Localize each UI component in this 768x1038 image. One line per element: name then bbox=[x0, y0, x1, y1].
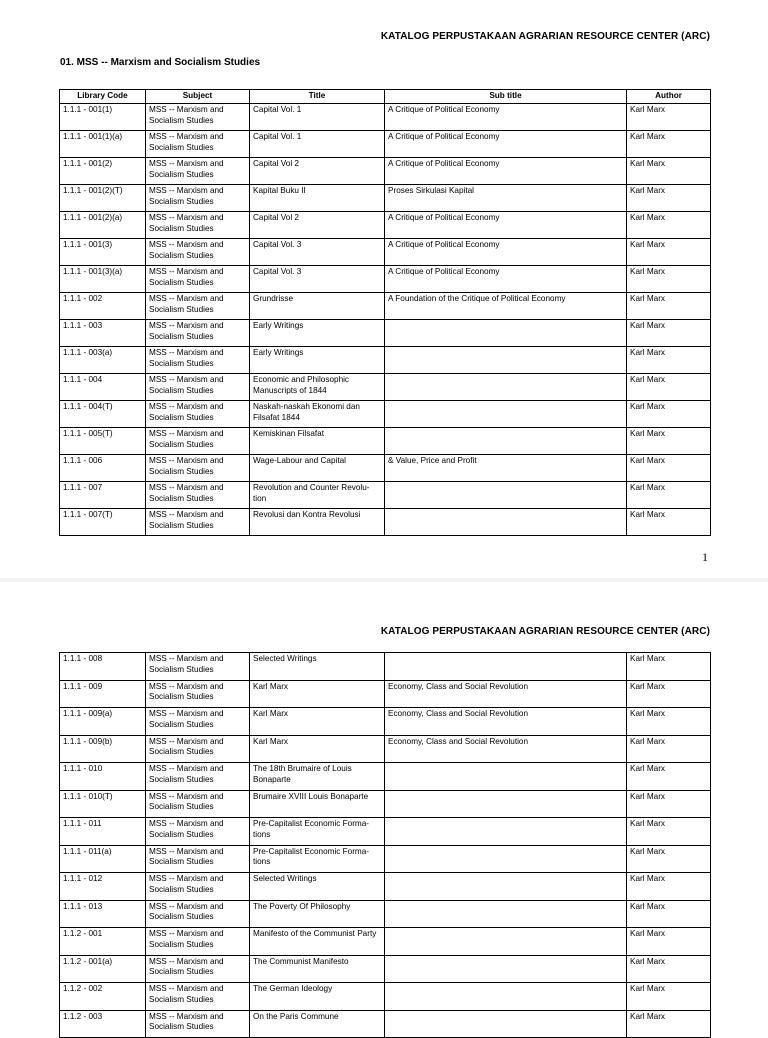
table-row bbox=[60, 983, 711, 1011]
author-cell: Karl Marx bbox=[627, 763, 711, 791]
subject-cell: MSS -- Marxism and Socialism Studies bbox=[146, 928, 250, 956]
title-cell: Capital Vol. 1 bbox=[250, 131, 385, 158]
author-cell: Karl Marx bbox=[627, 320, 711, 347]
author-cell: Karl Marx bbox=[627, 983, 711, 1011]
subtitle-cell: A Critique of Political Economy bbox=[385, 158, 627, 185]
title-cell: Capital Vol. 3 bbox=[250, 266, 385, 293]
author-cell: Karl Marx bbox=[627, 708, 711, 736]
table-row bbox=[60, 266, 711, 293]
catalog-table-page-1 bbox=[59, 89, 711, 536]
subject-cell: MSS -- Marxism and Socialism Studies bbox=[146, 266, 250, 293]
subtitle-cell: A Foundation of the Critique of Political Economy bbox=[385, 293, 627, 320]
subtitle-cell bbox=[385, 401, 627, 428]
subtitle-cell: Economy, Class and Social Revolution bbox=[385, 708, 627, 736]
author-cell: Karl Marx bbox=[627, 955, 711, 983]
title-cell: Karl Marx bbox=[250, 708, 385, 736]
subtitle-cell bbox=[385, 320, 627, 347]
table-row bbox=[60, 735, 711, 763]
subtitle-cell bbox=[385, 818, 627, 846]
library-code-cell: 1.1.2 - 001 bbox=[60, 928, 146, 956]
title-cell: Kapital Buku II bbox=[250, 185, 385, 212]
table-row bbox=[60, 104, 711, 131]
subject-cell: MSS -- Marxism and Socialism Studies bbox=[146, 212, 250, 239]
subject-cell: MSS -- Marxism and Socialism Studies bbox=[146, 104, 250, 131]
subject-cell: MSS -- Marxism and Socialism Studies bbox=[146, 790, 250, 818]
table-row bbox=[60, 763, 711, 791]
title-cell: Capital Vol 2 bbox=[250, 212, 385, 239]
title-cell: Brumaire XVIII Louis Bonaparte bbox=[250, 790, 385, 818]
library-code-cell: 1.1.1 - 011 bbox=[60, 818, 146, 846]
author-cell: Karl Marx bbox=[627, 1010, 711, 1038]
library-code-cell: 1.1.1 - 007 bbox=[60, 482, 146, 509]
subtitle-cell bbox=[385, 790, 627, 818]
library-code-cell: 1.1.1 - 001(1)(a) bbox=[60, 131, 146, 158]
title-cell: Capital Vol 2 bbox=[250, 158, 385, 185]
subtitle-cell: Economy, Class and Social Revolution bbox=[385, 735, 627, 763]
table-row bbox=[60, 509, 711, 536]
title-cell: Revolution and Counter Revolu-tion bbox=[250, 482, 385, 509]
title-cell: Kemiskinan Filsafat bbox=[250, 428, 385, 455]
table-row bbox=[60, 293, 711, 320]
subject-cell: MSS -- Marxism and Socialism Studies bbox=[146, 185, 250, 212]
column-header-subject: Subject bbox=[146, 90, 250, 104]
title-cell: The German Ideology bbox=[250, 983, 385, 1011]
library-code-cell: 1.1.1 - 011(a) bbox=[60, 845, 146, 873]
subject-cell: MSS -- Marxism and Socialism Studies bbox=[146, 873, 250, 901]
table-row bbox=[60, 158, 711, 185]
subtitle-cell: A Critique of Political Economy bbox=[385, 104, 627, 131]
author-cell: Karl Marx bbox=[627, 653, 711, 681]
subject-cell: MSS -- Marxism and Socialism Studies bbox=[146, 818, 250, 846]
author-cell: Karl Marx bbox=[627, 428, 711, 455]
catalog-table-page-2 bbox=[59, 652, 711, 1038]
author-cell: Karl Marx bbox=[627, 873, 711, 901]
table-row bbox=[60, 428, 711, 455]
library-code-cell: 1.1.1 - 010 bbox=[60, 763, 146, 791]
subject-cell: MSS -- Marxism and Socialism Studies bbox=[146, 1010, 250, 1038]
section-title: 01. MSS -- Marxism and Socialism Studies bbox=[60, 57, 261, 68]
table-row bbox=[60, 845, 711, 873]
author-cell: Karl Marx bbox=[627, 928, 711, 956]
subtitle-cell bbox=[385, 955, 627, 983]
table-row bbox=[60, 482, 711, 509]
table-row bbox=[60, 873, 711, 901]
title-cell: Manifesto of the Communist Party bbox=[250, 928, 385, 956]
table-body bbox=[60, 104, 711, 536]
subtitle-cell: A Critique of Political Economy bbox=[385, 131, 627, 158]
author-cell: Karl Marx bbox=[627, 374, 711, 401]
catalog-header: KATALOG PERPUSTAKAAN AGRARIAN RESOURCE CENTER (ARC) bbox=[380, 626, 710, 637]
page-number: 1 bbox=[702, 550, 708, 564]
title-cell: Pre-Capitalist Economic Forma-tions bbox=[250, 845, 385, 873]
subtitle-cell bbox=[385, 900, 627, 928]
author-cell: Karl Marx bbox=[627, 482, 711, 509]
author-cell: Karl Marx bbox=[627, 401, 711, 428]
library-code-cell: 1.1.1 - 001(1) bbox=[60, 104, 146, 131]
subtitle-cell: Proses Sirkulasi Kapital bbox=[385, 185, 627, 212]
subtitle-cell bbox=[385, 482, 627, 509]
subject-cell: MSS -- Marxism and Socialism Studies bbox=[146, 680, 250, 708]
subject-cell: MSS -- Marxism and Socialism Studies bbox=[146, 708, 250, 736]
title-cell: Karl Marx bbox=[250, 680, 385, 708]
library-code-cell: 1.1.1 - 013 bbox=[60, 900, 146, 928]
library-code-cell: 1.1.1 - 001(3)(a) bbox=[60, 266, 146, 293]
table-body bbox=[60, 653, 711, 1038]
subject-cell: MSS -- Marxism and Socialism Studies bbox=[146, 653, 250, 681]
subject-cell: MSS -- Marxism and Socialism Studies bbox=[146, 763, 250, 791]
title-cell: Selected Writings bbox=[250, 873, 385, 901]
author-cell: Karl Marx bbox=[627, 509, 711, 536]
library-code-cell: 1.1.1 - 009(a) bbox=[60, 708, 146, 736]
author-cell: Karl Marx bbox=[627, 158, 711, 185]
subject-cell: MSS -- Marxism and Socialism Studies bbox=[146, 158, 250, 185]
subtitle-cell: A Critique of Political Economy bbox=[385, 266, 627, 293]
table-row bbox=[60, 455, 711, 482]
author-cell: Karl Marx bbox=[627, 900, 711, 928]
column-header-library-code: Library Code bbox=[60, 90, 146, 104]
subject-cell: MSS -- Marxism and Socialism Studies bbox=[146, 455, 250, 482]
table-row bbox=[60, 320, 711, 347]
table-row bbox=[60, 212, 711, 239]
library-code-cell: 1.1.2 - 001(a) bbox=[60, 955, 146, 983]
column-header-subtitle: Sub title bbox=[385, 90, 627, 104]
subtitle-cell: & Value, Price and Profit bbox=[385, 455, 627, 482]
title-cell: The Poverty Of Philosophy bbox=[250, 900, 385, 928]
library-code-cell: 1.1.1 - 004 bbox=[60, 374, 146, 401]
catalog-header: KATALOG PERPUSTAKAAN AGRARIAN RESOURCE CENTER (ARC) bbox=[380, 31, 710, 42]
catalog-page-2 bbox=[0, 580, 768, 1031]
author-cell: Karl Marx bbox=[627, 735, 711, 763]
subtitle-cell: A Critique of Political Economy bbox=[385, 239, 627, 266]
subtitle-cell bbox=[385, 653, 627, 681]
title-cell: Wage-Labour and Capital bbox=[250, 455, 385, 482]
library-code-cell: 1.1.2 - 002 bbox=[60, 983, 146, 1011]
table-row bbox=[60, 955, 711, 983]
title-cell: Naskah-naskah Ekonomi dan Filsafat 1844 bbox=[250, 401, 385, 428]
table-row bbox=[60, 401, 711, 428]
library-code-cell: 1.1.1 - 009(b) bbox=[60, 735, 146, 763]
table-row bbox=[60, 185, 711, 212]
library-code-cell: 1.1.1 - 002 bbox=[60, 293, 146, 320]
subject-cell: MSS -- Marxism and Socialism Studies bbox=[146, 131, 250, 158]
title-cell: Grundrisse bbox=[250, 293, 385, 320]
title-cell: Revolusi dan Kontra Revolusi bbox=[250, 509, 385, 536]
subtitle-cell bbox=[385, 347, 627, 374]
title-cell: The Communist Manifesto bbox=[250, 955, 385, 983]
title-cell: Pre-Capitalist Economic Forma-tions bbox=[250, 818, 385, 846]
library-code-cell: 1.1.1 - 001(2)(a) bbox=[60, 212, 146, 239]
table-row bbox=[60, 900, 711, 928]
library-code-cell: 1.1.1 - 003(a) bbox=[60, 347, 146, 374]
library-code-cell: 1.1.1 - 012 bbox=[60, 873, 146, 901]
subject-cell: MSS -- Marxism and Socialism Studies bbox=[146, 900, 250, 928]
subtitle-cell bbox=[385, 763, 627, 791]
table-row bbox=[60, 708, 711, 736]
subject-cell: MSS -- Marxism and Socialism Studies bbox=[146, 239, 250, 266]
library-code-cell: 1.1.1 - 006 bbox=[60, 455, 146, 482]
library-code-cell: 1.1.1 - 005(T) bbox=[60, 428, 146, 455]
table-row bbox=[60, 680, 711, 708]
title-cell: The 18th Brumaire of Louis Bonaparte bbox=[250, 763, 385, 791]
library-code-cell: 1.1.1 - 004(T) bbox=[60, 401, 146, 428]
table-row bbox=[60, 239, 711, 266]
author-cell: Karl Marx bbox=[627, 845, 711, 873]
table-row bbox=[60, 790, 711, 818]
subject-cell: MSS -- Marxism and Socialism Studies bbox=[146, 401, 250, 428]
subject-cell: MSS -- Marxism and Socialism Studies bbox=[146, 293, 250, 320]
subject-cell: MSS -- Marxism and Socialism Studies bbox=[146, 509, 250, 536]
subtitle-cell: A Critique of Political Economy bbox=[385, 212, 627, 239]
author-cell: Karl Marx bbox=[627, 293, 711, 320]
table-row bbox=[60, 928, 711, 956]
subject-cell: MSS -- Marxism and Socialism Studies bbox=[146, 320, 250, 347]
library-code-cell: 1.1.1 - 001(3) bbox=[60, 239, 146, 266]
library-code-cell: 1.1.1 - 010(T) bbox=[60, 790, 146, 818]
library-code-cell: 1.1.1 - 001(2) bbox=[60, 158, 146, 185]
author-cell: Karl Marx bbox=[627, 790, 711, 818]
library-code-cell: 1.1.1 - 008 bbox=[60, 653, 146, 681]
subtitle-cell: Economy, Class and Social Revolution bbox=[385, 680, 627, 708]
library-code-cell: 1.1.1 - 007(T) bbox=[60, 509, 146, 536]
library-code-cell: 1.1.1 - 003 bbox=[60, 320, 146, 347]
subject-cell: MSS -- Marxism and Socialism Studies bbox=[146, 428, 250, 455]
subject-cell: MSS -- Marxism and Socialism Studies bbox=[146, 983, 250, 1011]
title-cell: Capital Vol. 3 bbox=[250, 239, 385, 266]
subtitle-cell bbox=[385, 983, 627, 1011]
author-cell: Karl Marx bbox=[627, 455, 711, 482]
author-cell: Karl Marx bbox=[627, 347, 711, 374]
subject-cell: MSS -- Marxism and Socialism Studies bbox=[146, 374, 250, 401]
author-cell: Karl Marx bbox=[627, 131, 711, 158]
table-row bbox=[60, 374, 711, 401]
subtitle-cell bbox=[385, 509, 627, 536]
author-cell: Karl Marx bbox=[627, 239, 711, 266]
column-header-author: Author bbox=[627, 90, 711, 104]
subtitle-cell bbox=[385, 374, 627, 401]
table-row bbox=[60, 818, 711, 846]
column-header-title: Title bbox=[250, 90, 385, 104]
subtitle-cell bbox=[385, 873, 627, 901]
title-cell: Early Writings bbox=[250, 320, 385, 347]
title-cell: Economic and Philosophic Manuscripts of 1844 bbox=[250, 374, 385, 401]
subject-cell: MSS -- Marxism and Socialism Studies bbox=[146, 845, 250, 873]
title-cell: Early Writings bbox=[250, 347, 385, 374]
table-row bbox=[60, 131, 711, 158]
library-code-cell: 1.1.1 - 009 bbox=[60, 680, 146, 708]
title-cell: Capital Vol. 1 bbox=[250, 104, 385, 131]
author-cell: Karl Marx bbox=[627, 818, 711, 846]
subtitle-cell bbox=[385, 428, 627, 455]
subject-cell: MSS -- Marxism and Socialism Studies bbox=[146, 482, 250, 509]
title-cell: Selected Writings bbox=[250, 653, 385, 681]
subject-cell: MSS -- Marxism and Socialism Studies bbox=[146, 955, 250, 983]
subject-cell: MSS -- Marxism and Socialism Studies bbox=[146, 735, 250, 763]
author-cell: Karl Marx bbox=[627, 185, 711, 212]
author-cell: Karl Marx bbox=[627, 266, 711, 293]
author-cell: Karl Marx bbox=[627, 104, 711, 131]
table-header-row bbox=[60, 90, 711, 104]
library-code-cell: 1.1.2 - 003 bbox=[60, 1010, 146, 1038]
author-cell: Karl Marx bbox=[627, 212, 711, 239]
subtitle-cell bbox=[385, 845, 627, 873]
table-row bbox=[60, 653, 711, 681]
title-cell: On the Paris Commune bbox=[250, 1010, 385, 1038]
subtitle-cell bbox=[385, 928, 627, 956]
title-cell: Karl Marx bbox=[250, 735, 385, 763]
library-code-cell: 1.1.1 - 001(2)(T) bbox=[60, 185, 146, 212]
subject-cell: MSS -- Marxism and Socialism Studies bbox=[146, 347, 250, 374]
author-cell: Karl Marx bbox=[627, 680, 711, 708]
table-row bbox=[60, 347, 711, 374]
